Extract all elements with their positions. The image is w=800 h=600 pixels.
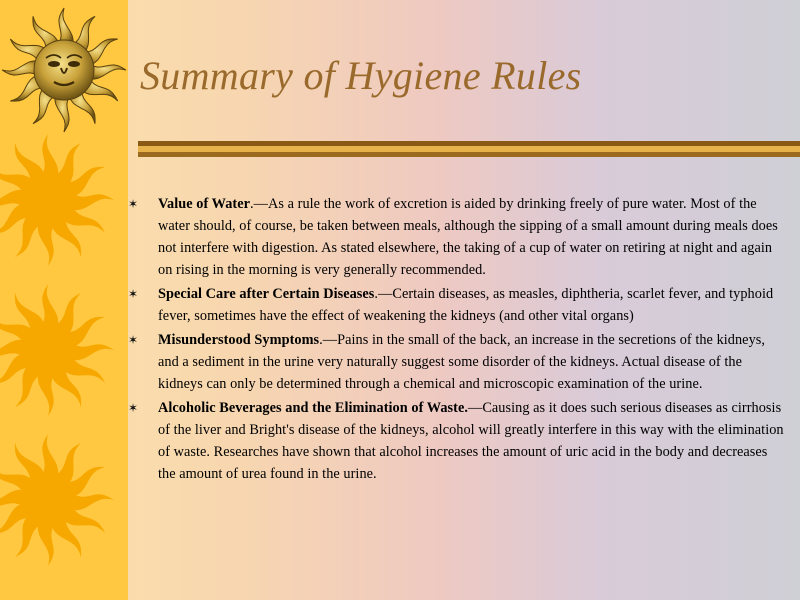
sun-icon (0, 434, 114, 566)
four-point-star-icon: ✶ (128, 333, 139, 347)
list-item (128, 283, 788, 327)
bullet-list (128, 193, 788, 485)
slide-body (128, 193, 788, 487)
sun-icon (0, 284, 114, 416)
bullet-text: —Causing as it does such serious diseases as cirrhosis of the liver and Bright's disease of the kidneys, alcohol will greatly interfere in this way with the elimination of waste. Researches have shown that alcohol increases the amount of uric acid in the body and decreases the amount of urea found in the urine. (158, 400, 784, 482)
title-underline (138, 141, 800, 159)
bullet-text: .—Certain diseases, as measles, diphtheria, scarlet fever, and typhoid fever, sometimes have the effect of weakening the kidneys (and other vital organs) (158, 286, 774, 324)
bullet-text: .—As a rule the work of excretion is aided by drinking freely of pure water. Most of the water should, of course, be taken between meals, although the sipping of a small amount during meals does not interfere with digestion. As stated elsewhere, the taking of a cup of water on retiring at night and again on rising in the morning is very generally recommended. (158, 196, 778, 278)
list-item (128, 397, 788, 485)
bullet-heading: Value of Water (158, 196, 251, 212)
sun-face-icon (2, 8, 126, 132)
list-item (128, 193, 788, 281)
bullet-text: .—Pains in the small of the back, an increase in the secretions of the kidneys, and a sediment in the urine very naturally suggest some disorder of the kidneys. Actual disease of the kidneys can only be determined through a chemical and microscopic examination of the urine. (158, 332, 766, 392)
page-title: Summary of Hygiene Rules (140, 53, 582, 98)
bullet-heading: Misunderstood Symptoms (158, 332, 320, 348)
four-point-star-icon: ✶ (128, 197, 139, 211)
sun-decorations (0, 0, 140, 600)
bullet-heading: Special Care after Certain Diseases (158, 286, 375, 302)
bullet-heading: Alcoholic Beverages and the Elimination of Waste. (158, 400, 468, 416)
sun-icon (0, 134, 114, 266)
list-item (128, 329, 788, 395)
four-point-star-icon: ✶ (128, 287, 139, 301)
four-point-star-icon: ✶ (128, 401, 139, 415)
